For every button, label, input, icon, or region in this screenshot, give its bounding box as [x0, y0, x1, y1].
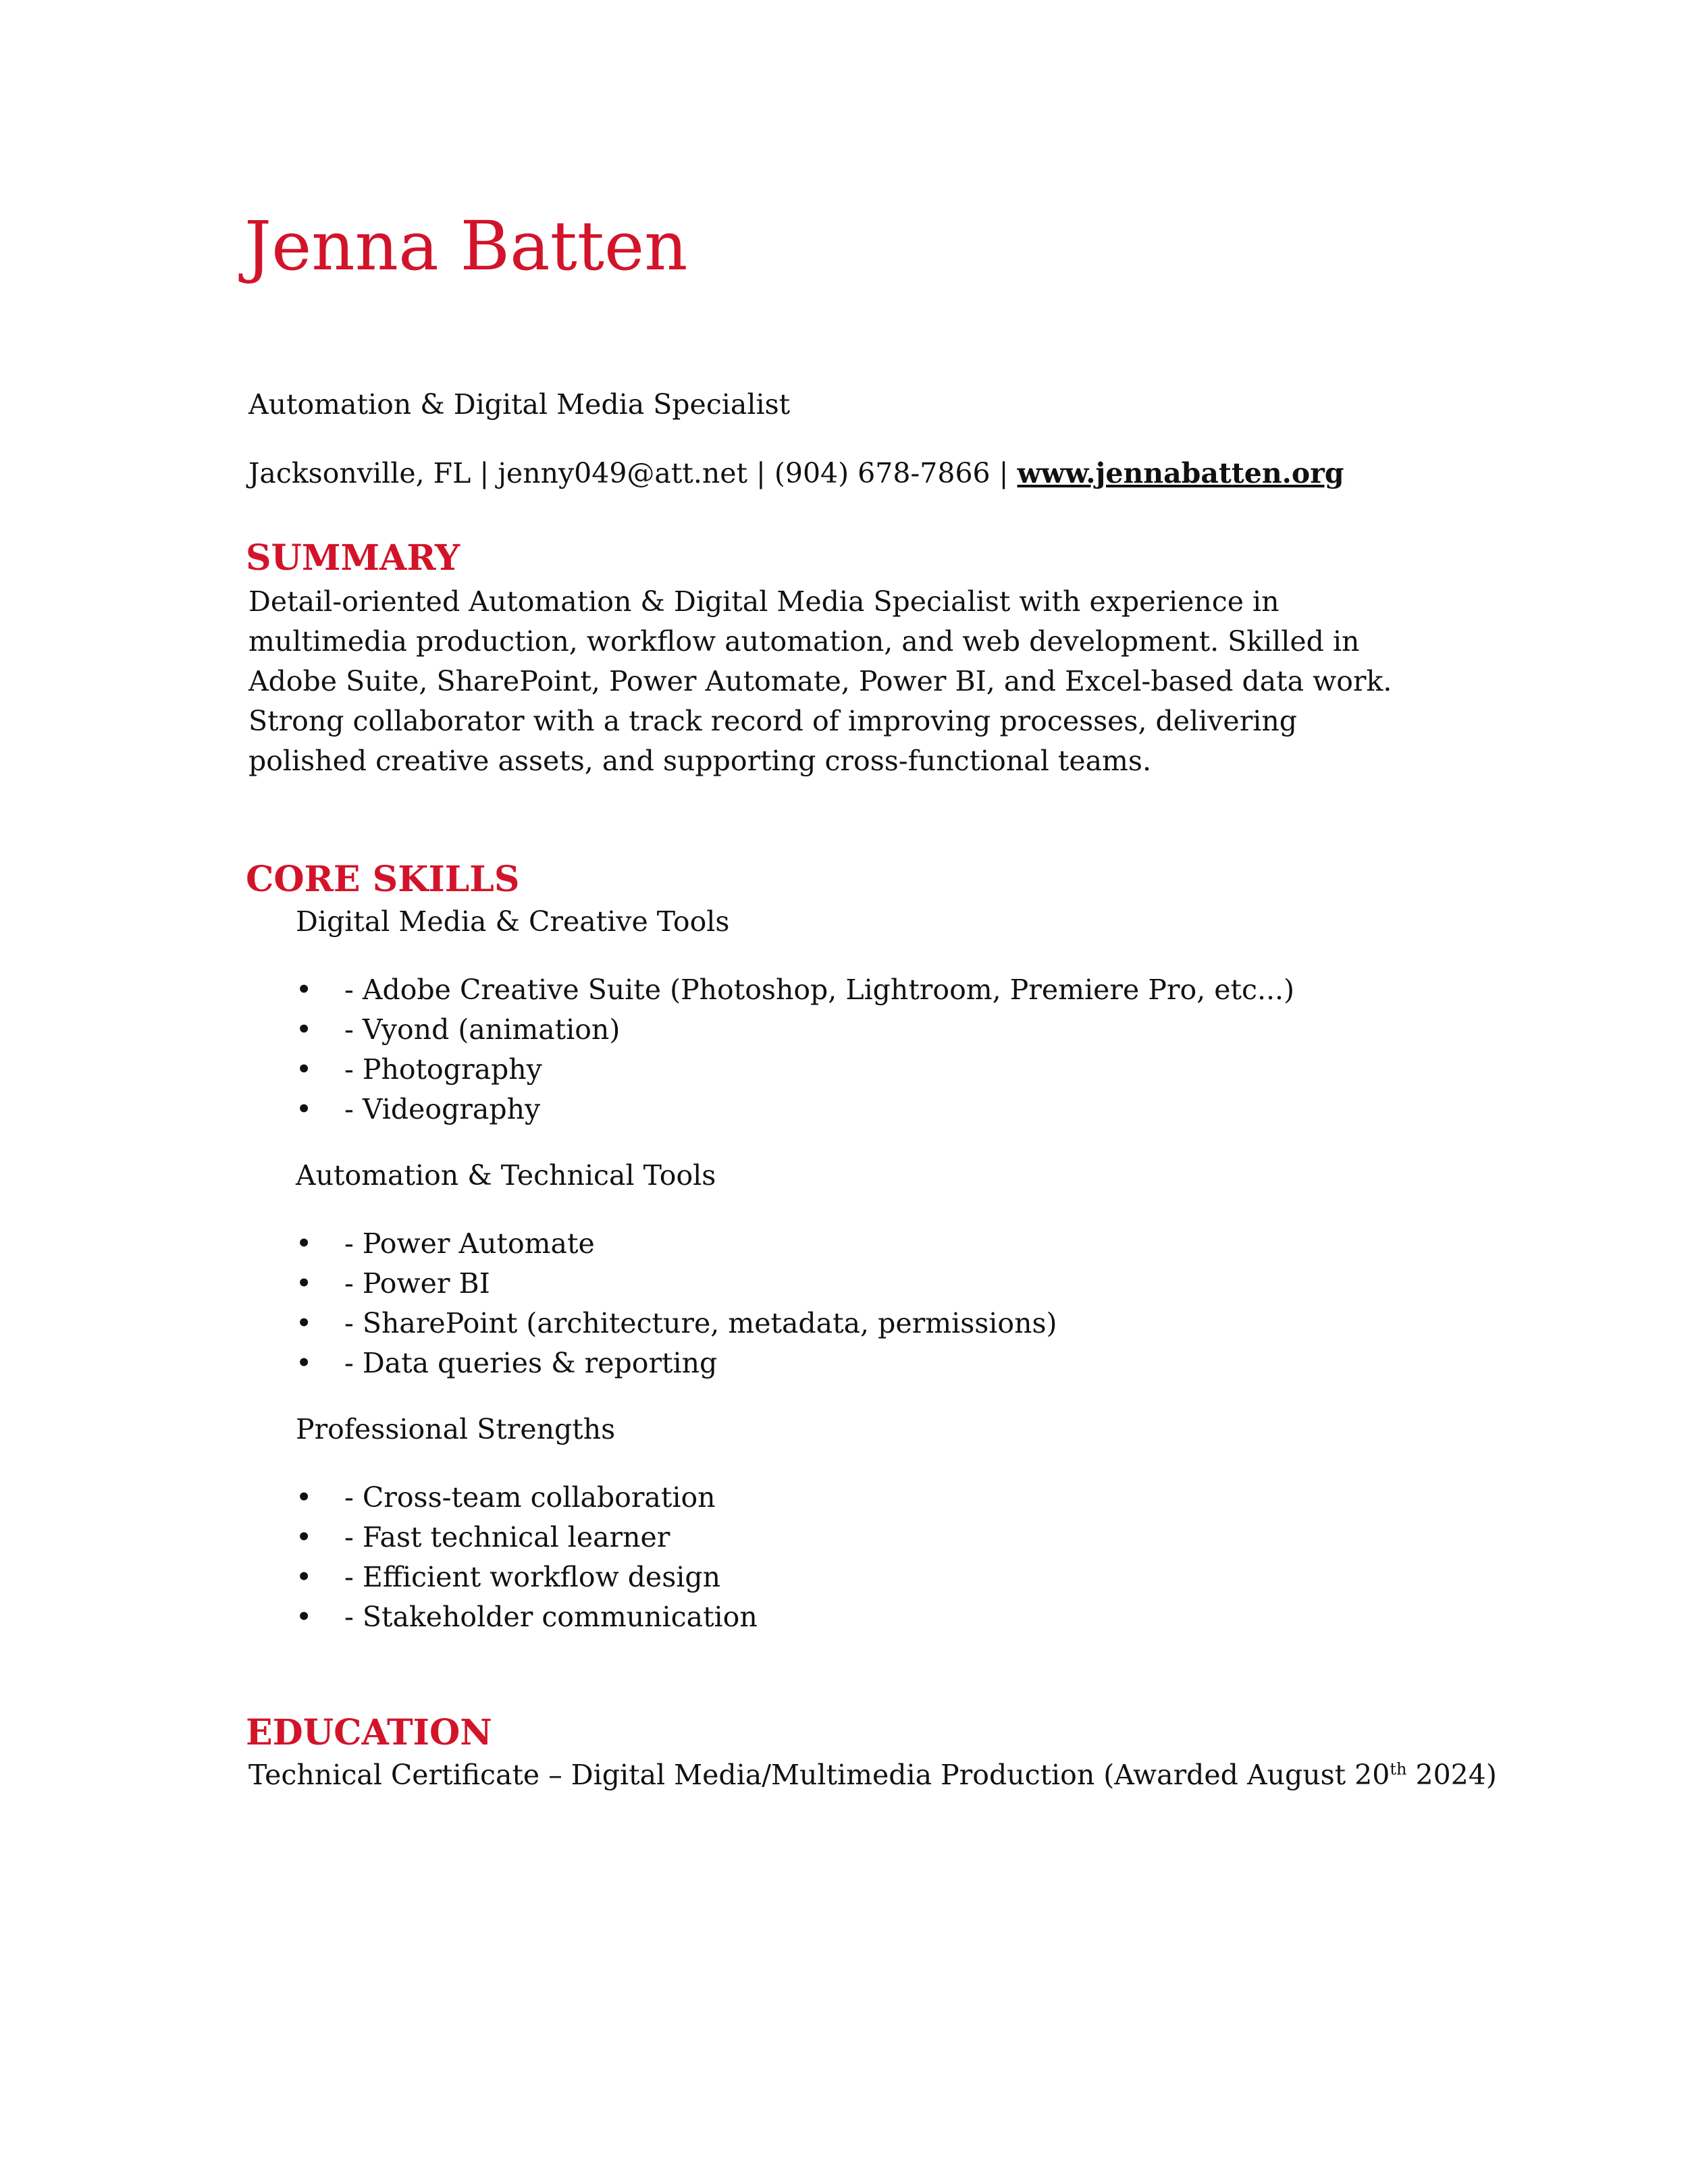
- bullet-icon: •: [296, 1053, 313, 1086]
- ordinal-suffix: th: [1390, 1759, 1407, 1779]
- contact-phone: (904) 678-7866: [774, 457, 991, 489]
- contact-separator: |: [747, 457, 774, 489]
- skill-item: - Stakeholder communication: [344, 1601, 758, 1633]
- skill-item: - Power Automate: [344, 1227, 595, 1260]
- bullet-icon: •: [296, 1521, 313, 1553]
- skill-item: - Adobe Creative Suite (Photoshop, Lightroom, Premiere Pro, etc...): [344, 974, 1295, 1006]
- bullet-icon: •: [296, 1481, 313, 1514]
- skill-group-title: Automation & Technical Tools: [296, 1159, 716, 1192]
- bullet-icon: •: [296, 1561, 313, 1593]
- skill-item: - Photography: [344, 1053, 542, 1086]
- contact-email: jenny049@att.net: [498, 457, 747, 489]
- skill-item: - SharePoint (architecture, metadata, permissions): [344, 1307, 1057, 1339]
- bullet-icon: •: [296, 1093, 313, 1125]
- contact-separator: |: [990, 457, 1018, 489]
- bullet-icon: •: [296, 974, 313, 1006]
- skill-group-title: Digital Media & Creative Tools: [296, 905, 730, 938]
- bullet-icon: •: [296, 1267, 313, 1300]
- bullet-icon: •: [296, 1347, 313, 1379]
- contact-separator: |: [471, 457, 498, 489]
- skill-item: - Fast technical learner: [344, 1521, 670, 1553]
- education-text: Technical Certificate – Digital Media/Multimedia Production (Awarded August 20: [248, 1759, 1390, 1791]
- website-link[interactable]: www.jennabatten.org: [1017, 457, 1344, 489]
- education-year: 2024): [1406, 1759, 1497, 1791]
- bullet-icon: •: [296, 1601, 313, 1633]
- skill-item: - Cross-team collaboration: [344, 1481, 716, 1514]
- contact-location: Jacksonville, FL: [248, 457, 471, 489]
- candidate-name: Jenna Batten: [244, 207, 688, 286]
- skill-group-title: Professional Strengths: [296, 1413, 616, 1445]
- education-heading: EDUCATION: [246, 1712, 492, 1753]
- bullet-icon: •: [296, 1307, 313, 1339]
- education-entry: [248, 1759, 1497, 1792]
- skill-item: - Videography: [344, 1093, 541, 1125]
- skill-item: - Vyond (animation): [344, 1013, 621, 1046]
- skill-item: - Efficient workflow design: [344, 1561, 721, 1593]
- contact-line: [248, 457, 1344, 490]
- summary-text: Detail-oriented Automation & Digital Media Specialist with experience in multimedia production, workflow automation, and web development. Skilled in Adobe Suite, SharePoint, Power Automate, Power BI, and Excel-based data work. Strong collaborator with a track record of improving processes, delivering polished creative assets, and supporting cross-functional teams.: [248, 585, 1392, 777]
- core-skills-heading: CORE SKILLS: [246, 859, 520, 900]
- summary-heading: SUMMARY: [246, 537, 460, 579]
- job-title: Automation & Digital Media Specialist: [248, 388, 791, 421]
- skill-item: - Power BI: [344, 1267, 490, 1300]
- bullet-icon: •: [296, 1227, 313, 1260]
- bullet-icon: •: [296, 1013, 313, 1046]
- skill-item: - Data queries & reporting: [344, 1347, 718, 1379]
